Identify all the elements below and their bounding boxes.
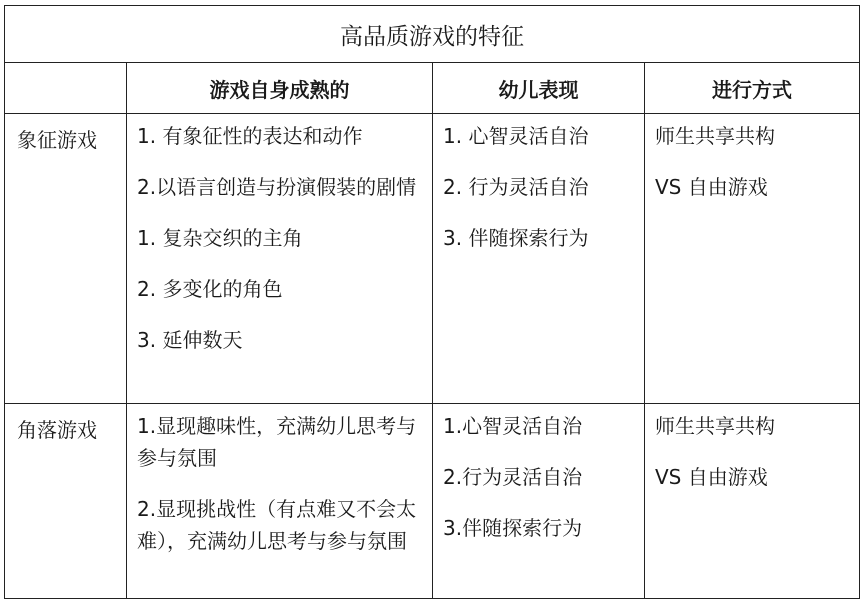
title-row <box>5 6 860 63</box>
method-item: 师生共享共构 <box>655 414 775 438</box>
maturity-cell-symbolic-play <box>127 114 433 404</box>
maturity-item: 2.显现挑战性（有点难又不会太难），充满幼儿思考与参与氛围 <box>137 497 417 553</box>
header-maturity: 游戏自身成熟的 <box>127 63 433 114</box>
row-corner-play <box>5 404 860 599</box>
maturity-cell-corner-play <box>127 404 433 599</box>
maturity-item: 2. 多变化的角色 <box>137 277 283 301</box>
row-symbolic-play <box>5 114 860 404</box>
maturity-item: 1. 复杂交织的主角 <box>137 226 303 250</box>
method-cell-corner-play <box>645 404 860 599</box>
method-item: VS 自由游戏 <box>655 175 768 199</box>
header-method: 进行方式 <box>645 63 860 114</box>
method-cell-symbolic-play <box>645 114 860 404</box>
child-item: 3.伴随探索行为 <box>443 516 583 540</box>
child-item: 3. 伴随探索行为 <box>443 226 589 250</box>
characteristics-table <box>4 5 860 599</box>
maturity-item: 2.以语言创造与扮演假装的剧情 <box>137 175 417 199</box>
header-empty <box>5 63 127 114</box>
maturity-item: 3. 延伸数天 <box>137 328 243 352</box>
child-cell-corner-play <box>433 404 645 599</box>
method-item: 师生共享共构 <box>655 124 775 148</box>
row-label-corner-play: 角落游戏 <box>5 404 127 599</box>
table-title: 高品质游戏的特征 <box>5 6 860 63</box>
header-child-performance: 幼儿表现 <box>433 63 645 114</box>
child-item: 2. 行为灵活自治 <box>443 175 589 199</box>
child-cell-symbolic-play <box>433 114 645 404</box>
child-item: 1.心智灵活自治 <box>443 414 583 438</box>
header-row <box>5 63 860 114</box>
maturity-item: 1.显现趣味性，充满幼儿思考与参与氛围 <box>137 414 417 470</box>
row-label-symbolic-play: 象征游戏 <box>5 114 127 404</box>
method-item: VS 自由游戏 <box>655 465 768 489</box>
child-item: 1. 心智灵活自治 <box>443 124 589 148</box>
maturity-item: 1. 有象征性的表达和动作 <box>137 124 363 148</box>
child-item: 2.行为灵活自治 <box>443 465 583 489</box>
